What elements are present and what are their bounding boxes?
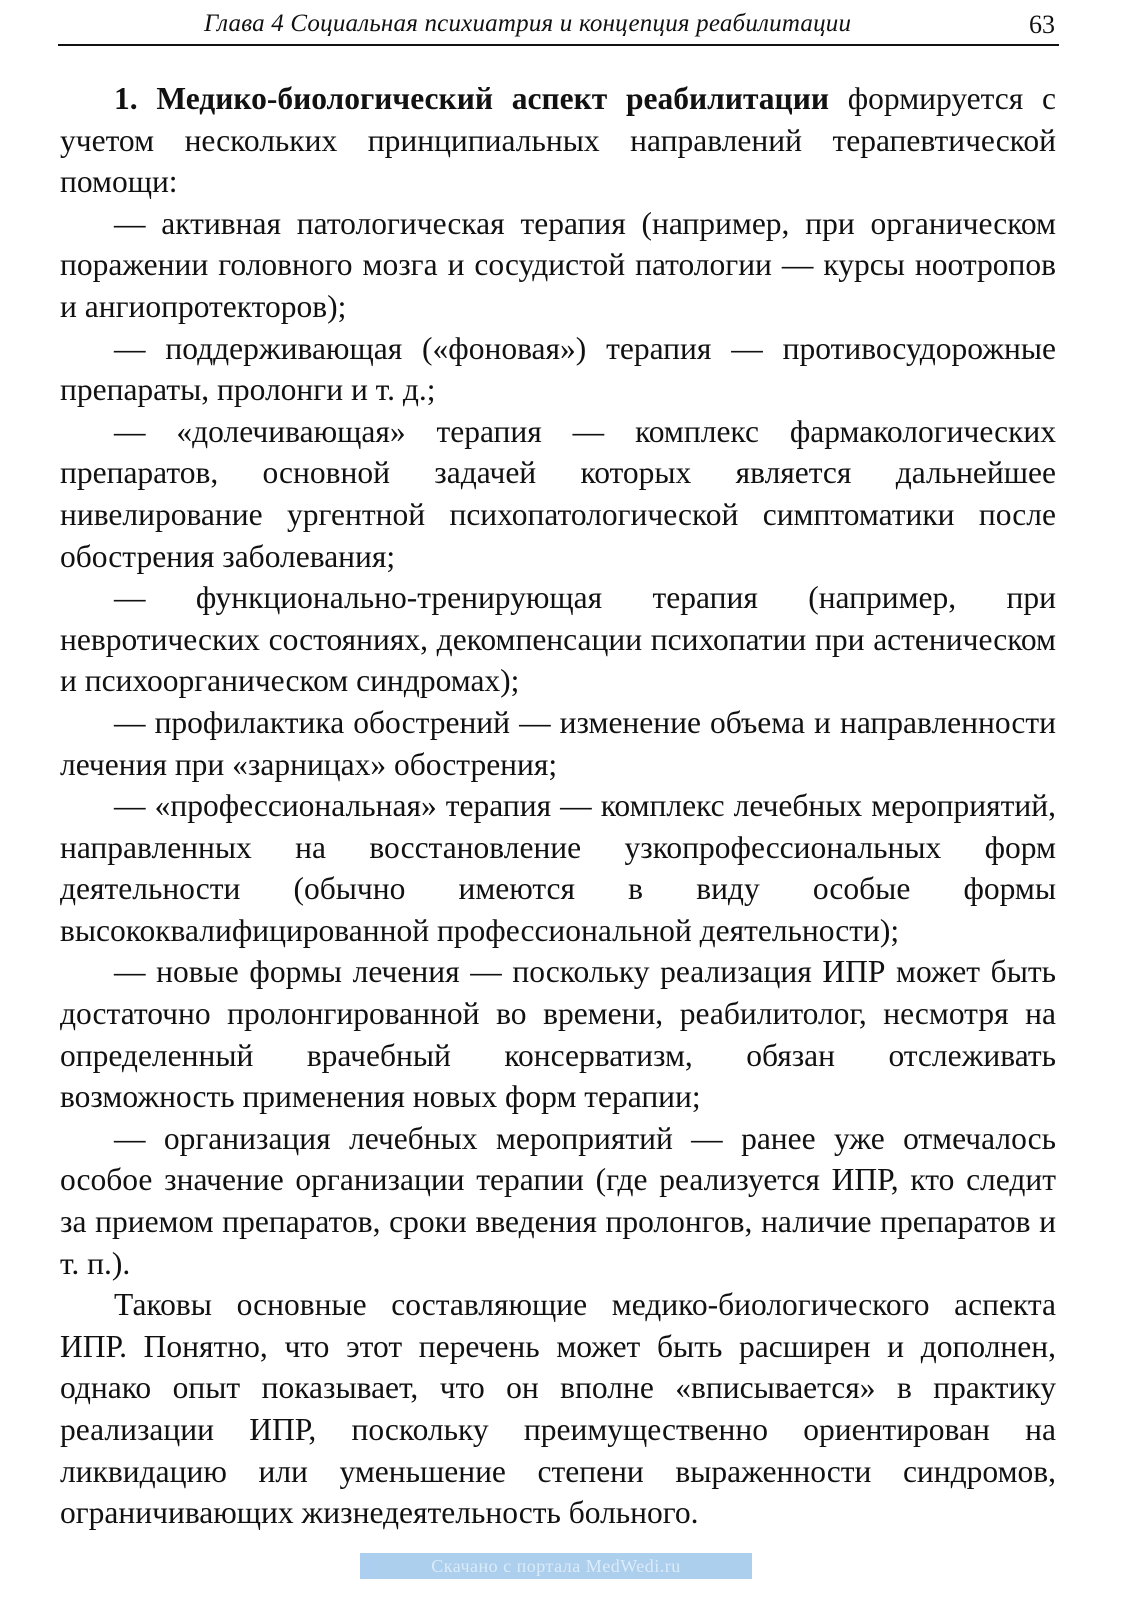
chapter-title: Глава 4 Социальная психиатрия и концепция реабилитации — [204, 10, 852, 37]
list-item: — «долечивающая» терапия — комплекс фармакологических препаратов, основной задачей которых является дальнейшее нивелирование ургентной психопатологической симптоматики после обострения заболевания; — [60, 413, 1056, 574]
intro-text: формируется с учетом нескольких принципиальных направлений терапевтической помощи: — [60, 81, 1056, 200]
list-item: — функционально-тренирующая терапия (например, при невротических состояниях, декомпенсации психопатии при астеническом и психоорганическом синдромах); — [60, 580, 1056, 699]
body-text — [60, 78, 1056, 1534]
intro-paragraph — [60, 78, 1056, 203]
list-item: — «профессиональная» терапия — комплекс лечебных мероприятий, направленных на восстановление узкопрофессиональных форм деятельности (обычно имеются в виду особые формы высококвалифицированной профессиональной деятельности); — [60, 788, 1056, 948]
list-item: — поддерживающая («фоновая») терапия — противосудорожные препараты, пролонги и т. д.; — [60, 330, 1056, 408]
conclusion-paragraph: Таковы основные составляющие медико-биологического аспекта ИПР. Понятно, что этот перечень может быть расширен и дополнен, однако опыт показывает, что он вполне «вписывается» в практику реализации ИПР, поскольку преимущественно ориентирован на ликвидацию или уменьшение степени выраженности синдромов, ограничивающих жизнедеятельность больного. — [60, 1287, 1056, 1531]
list-item: — новые формы лечения — поскольку реализация ИПР может быть достаточно пролонгированной во времени, реабилитолог, несмотря на определенный врачебный консерватизм, обязан отслеживать возможность применения новых форм терапии; — [60, 954, 1056, 1115]
page-number: 63 — [1029, 10, 1055, 39]
list-item: — профилактика обострений — изменение объема и направленности лечения при «зарницах» обострения; — [60, 704, 1056, 782]
list-item: — активная патологическая терапия (например, при органическом поражении головного мозга и сосудистой патологии — курсы ноотропов и ангиопротекторов); — [60, 205, 1056, 324]
list-item: — организация лечебных мероприятий — ранее уже отмечалось особое значение организации терапии (где реализуется ИПР, кто следит за приемом препаратов, сроки введения пролонгов, наличие препаратов и т. п.). — [60, 1120, 1056, 1281]
section-heading: 1. Медико-биологический аспект реабилитации — [114, 81, 830, 116]
watermark-banner: Скачано с портала MedWedi.ru — [360, 1553, 752, 1579]
running-header — [58, 4, 1059, 46]
